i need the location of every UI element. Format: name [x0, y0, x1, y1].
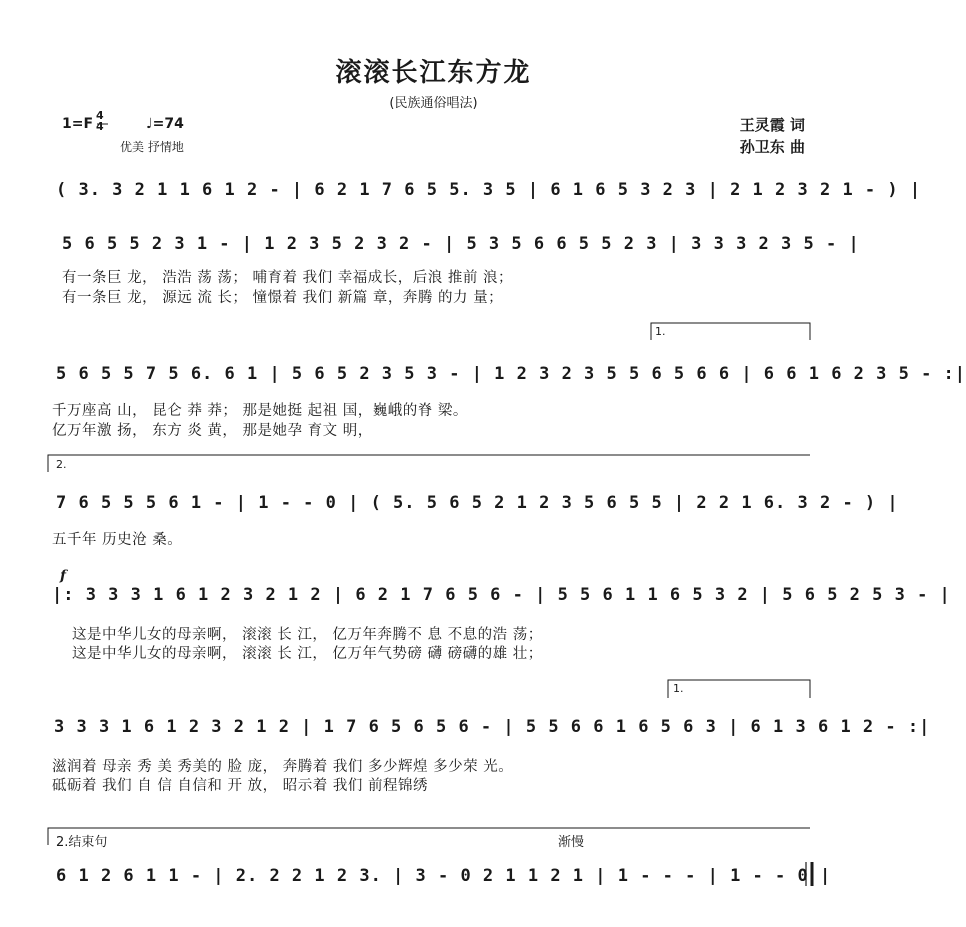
- volta-1-label-b: 1.: [673, 682, 684, 695]
- expression-marking: 优美 抒情地: [120, 140, 184, 154]
- notation-line-4: 7 6 5 5 5 6 1 - | 1 - - 0 | ( 5. 5 6 5 2 1 2 3 5 6 5 5 | 2 2 1 6. 3 2 - ) |: [56, 493, 899, 513]
- lyric-line-6b: 砥砺着 我们 自 信 自信和 开 放， 昭示着 我们 前程锦绣: [52, 778, 428, 794]
- dynamic-forte: f: [60, 568, 67, 584]
- lyricist-credit: 王灵霞 词: [739, 116, 805, 134]
- lyric-line-5a: 这是中华儿女的母亲啊， 滚滚 长 江， 亿万年奔腾不 息 不息的浩 荡；: [72, 627, 543, 643]
- volta-2-bracket-b: [48, 828, 810, 845]
- notation-line-7: 6 1 2 6 1 1 - | 2. 2 2 1 2 3. | 3 - 0 2 1 1 2 1 | 1 - - - | 1 - - 0 |: [56, 866, 832, 886]
- tempo-marking: ♩=74: [146, 116, 184, 132]
- notation-line-1: ( 3. 3 2 1 1 6 1 2 - | 6 2 1 7 6 5 5. 3 5 | 6 1 6 5 3 2 3 | 2 1 2 3 2 1 - ) |: [56, 180, 922, 200]
- time-signature-top: 4: [96, 109, 104, 122]
- time-signature: [96, 110, 104, 132]
- volta-1-label-a: 1.: [655, 325, 666, 338]
- composer-credit: 孙卫东 曲: [739, 138, 805, 156]
- lyric-line-6a: 滋润着 母亲 秀 美 秀美的 脸 庞， 奔腾着 我们 多少辉煌 多少荣 光。: [52, 759, 514, 775]
- lyric-line-2a: 有一条巨 龙， 浩浩 荡 荡； 哺育着 我们 幸福成长，后浪 推前 浪；: [62, 270, 513, 286]
- volta-1-bracket-a: [651, 323, 810, 340]
- lyric-line-3a: 千万座高 山， 昆仑 莽 莽； 那是她挺 起祖 国，巍峨的脊 梁。: [52, 403, 468, 419]
- lyric-line-3b: 亿万年激 扬， 东方 炎 黄， 那是她孕 育文 明，: [52, 423, 373, 439]
- volta-2-label-a: 2.: [56, 458, 67, 471]
- volta-2-bracket-a: [48, 455, 810, 472]
- lyric-line-4: 五千年 历史沧 桑。: [52, 532, 183, 548]
- notation-line-3: 5 6 5 5 7 5 6. 6 1 | 5 6 5 2 3 5 3 - | 1 2 3 2 3 5 5 6 5 6 6 | 6 6 1 6 2 3 5 - :|: [56, 364, 966, 384]
- notation-line-5: |: 3 3 3 1 6 1 2 3 2 1 2 | 6 2 1 7 6 5 6 - | 5 5 6 1 1 6 5 3 2 | 5 6 5 2 5 3 - |: [52, 585, 951, 605]
- time-signature-bottom: 4: [96, 120, 104, 133]
- song-title: 滚滚长江东方龙: [335, 58, 532, 88]
- notation-line-2: 5 6 5 5 2 3 1 - | 1 2 3 5 2 3 2 - | 5 3 5 6 6 5 5 2 3 | 3 3 3 2 3 5 - |: [62, 234, 860, 254]
- notation-line-6: 3 3 3 1 6 1 2 3 2 1 2 | 1 7 6 5 6 5 6 - | 5 5 6 6 1 6 5 6 3 | 6 1 3 6 1 2 - :|: [54, 717, 931, 737]
- volta-2-ending-label: 2.结束句: [56, 835, 108, 850]
- lyric-line-2b: 有一条巨 龙， 源远 流 长； 憧憬着 我们 新篇 章，奔腾 的力 量；: [62, 290, 504, 306]
- ritardando-marking: 渐慢: [558, 835, 585, 850]
- key-signature: 1=F: [62, 116, 94, 132]
- singing-style-subtitle: (民族通俗唱法): [389, 96, 478, 111]
- volta-1-bracket-b: [668, 680, 810, 698]
- lyric-line-5b: 这是中华儿女的母亲啊， 滚滚 长 江， 亿万年气势磅 礴 磅礴的雄 壮；: [72, 646, 543, 662]
